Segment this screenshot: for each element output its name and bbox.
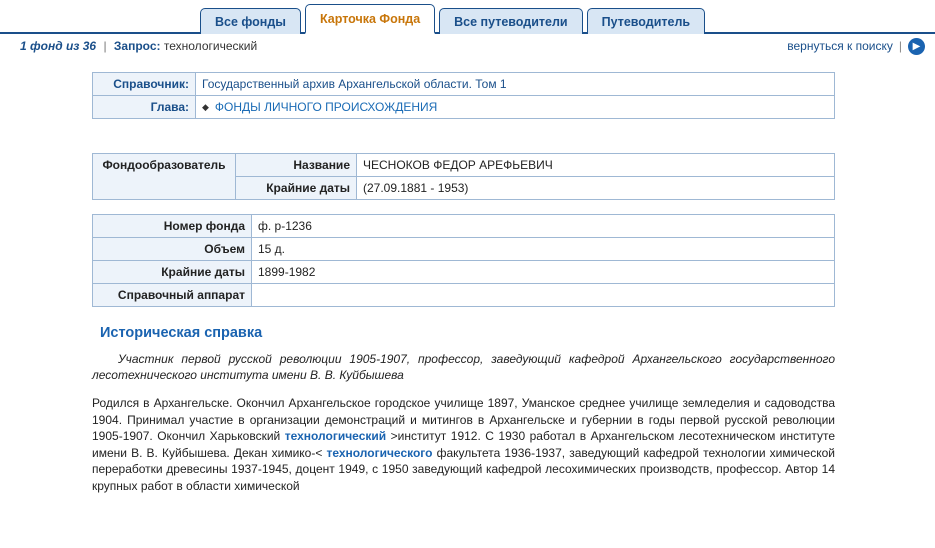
tab-all-funds[interactable]: Все фонды — [200, 8, 301, 34]
fund-number-label: Номер фонда — [93, 215, 252, 238]
table-row — [93, 73, 835, 96]
fund-volume-value: 15 д. — [252, 238, 835, 261]
body-text-part-3: факультета 1936-1937, заведующий кафедрой технологии химической переработки древесины 1937-1945, доцент 1949, с 1950 заведующий кафедрой лесохимических производств, профессор. Автор 14 крупных работ в области химической — [92, 445, 835, 493]
query-label: Запрос: — [113, 39, 161, 53]
fund-dates-label: Крайние даты — [93, 261, 252, 284]
table-row — [93, 238, 835, 261]
founder-dates-value: (27.09.1881 - 1953) — [357, 177, 835, 200]
founder-name-value: ЧЕСНОКОВ ФЕДОР АРЕФЬЕВИЧ — [357, 154, 835, 177]
reference-table — [92, 72, 835, 119]
fund-details-table — [92, 214, 835, 307]
tab-bar — [0, 0, 935, 34]
founder-dates-label: Крайние даты — [236, 177, 357, 200]
table-row — [93, 154, 835, 177]
reference-label: Справочник: — [93, 73, 196, 96]
infobar-actions — [787, 38, 925, 55]
table-row — [93, 96, 835, 119]
summary-separator: | — [103, 39, 107, 53]
result-info-bar — [0, 34, 935, 58]
section-spacer — [92, 119, 835, 153]
highlight-term-2: технологического — [326, 445, 433, 460]
body-text-part-2: >институт 1912. С 1930 работал в Архангельском лесотехническом институте имени В. В. Куйбышева. Декан химико-< — [92, 429, 835, 460]
founder-row-label: Фондообразователь — [93, 154, 236, 200]
fund-number-value: ф. р-1236 — [252, 215, 835, 238]
founder-name-label: Название — [236, 154, 357, 177]
query-value: технологический — [163, 39, 258, 53]
fund-apparatus-value — [252, 284, 835, 307]
chapter-link[interactable]: ФОНДЫ ЛИЧНОГО ПРОИСХОЖДЕНИЯ — [214, 100, 438, 114]
founder-table — [92, 153, 835, 200]
reference-value: Государственный архив Архангельской области. Том 1 — [196, 73, 835, 96]
table-row — [93, 261, 835, 284]
fund-dates-value: 1899-1982 — [252, 261, 835, 284]
chapter-label: Глава: — [93, 96, 196, 119]
tab-guide[interactable]: Путеводитель — [587, 8, 705, 34]
back-to-search-link[interactable]: вернуться к поиску — [787, 39, 893, 53]
table-row — [93, 215, 835, 238]
result-count: 1 фонд из 36 — [20, 39, 97, 53]
historical-note-title: Историческая справка — [100, 325, 263, 341]
fund-volume-label: Объем — [93, 238, 252, 261]
result-summary — [20, 39, 257, 53]
fund-card-content — [0, 58, 935, 494]
next-record-icon[interactable]: ▶ — [908, 38, 925, 55]
diamond-bullet-icon: ◆ — [202, 102, 209, 113]
tab-fund-card[interactable]: Карточка Фонда — [305, 4, 435, 34]
tab-all-guides[interactable]: Все путеводители — [439, 8, 582, 34]
section-spacer-2 — [92, 200, 835, 214]
action-divider: | — [898, 39, 902, 53]
table-row — [93, 284, 835, 307]
chapter-value-cell — [196, 96, 835, 119]
highlight-term-1: технологический — [284, 429, 387, 443]
historical-note-body — [92, 395, 835, 494]
historical-note-lead: Участник первой русской революции 1905-1907, профессор, заведующий кафедрой Архангельского государственного лесотехнического института имени В. В. Куйбышева — [92, 352, 835, 382]
body-text-part-1: Родился в Архангельске. Окончил Архангельское городское училище 1897, Уманское среднее училище земледелия и садоводства 1904. Принимал участие в организации демонстраций и митингов в Архангельске и губернии в годы первой русской революции 1905-1907. Окончил Харьковский — [92, 396, 835, 443]
fund-apparatus-label: Справочный аппарат — [93, 284, 252, 307]
